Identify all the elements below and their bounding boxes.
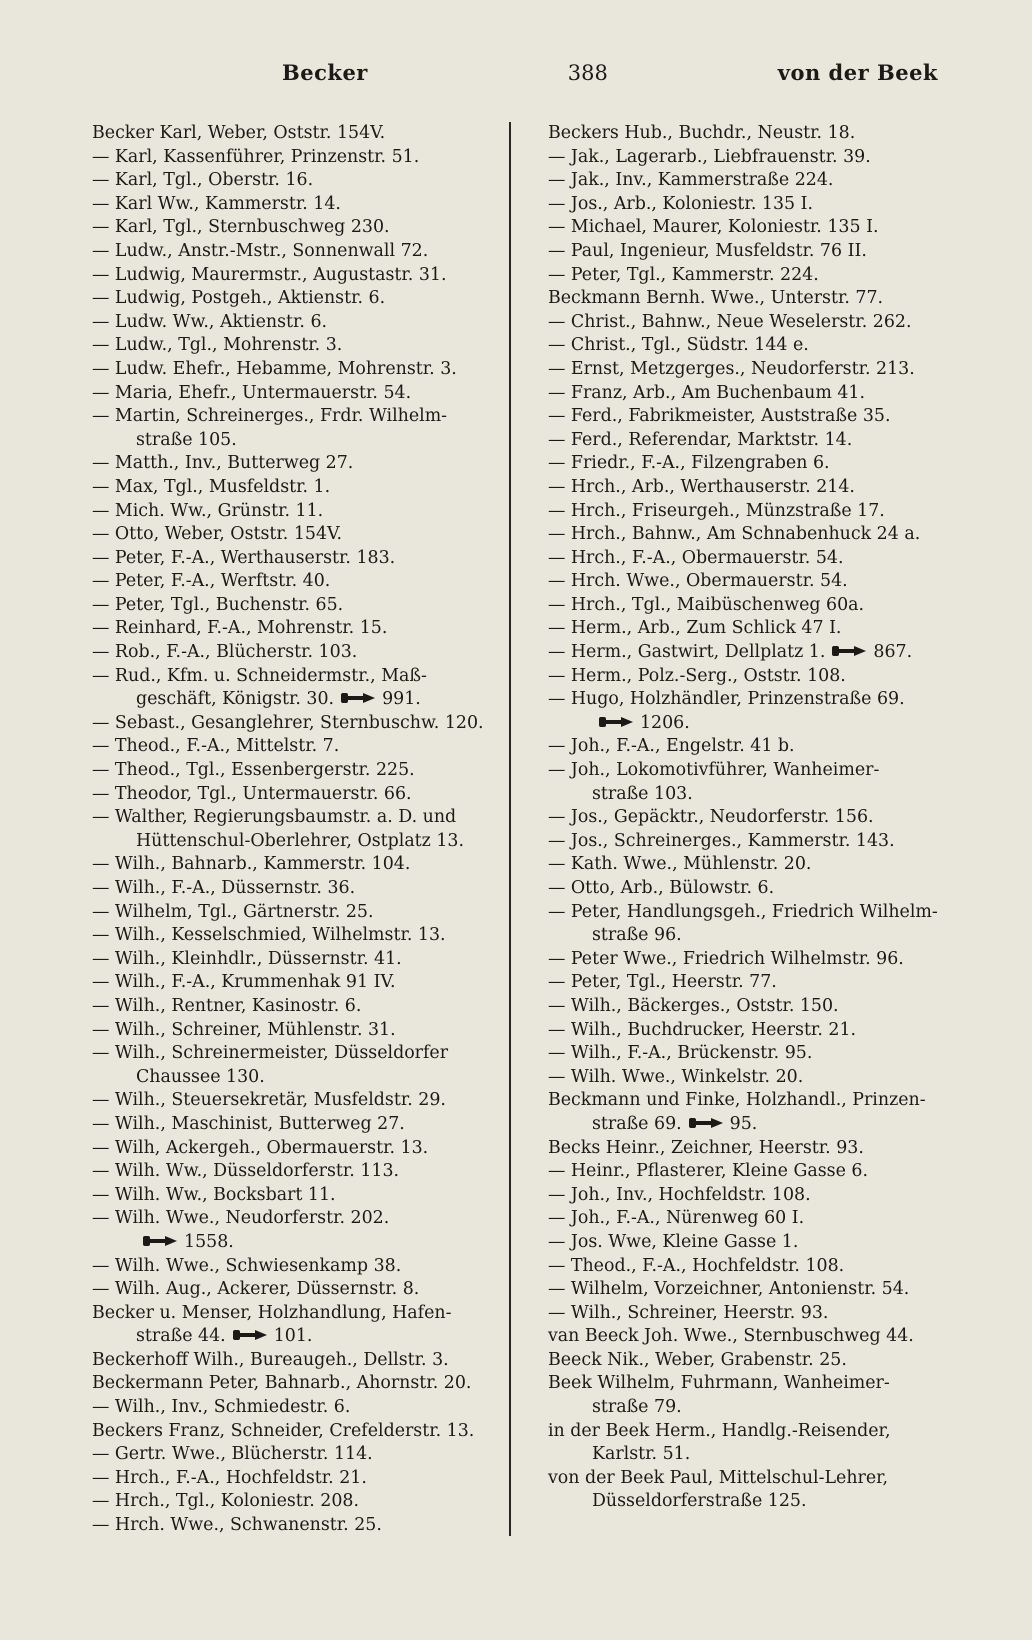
entry-text: — Karl, Tgl., Sternbuschweg 230. [92,217,390,238]
directory-entry [548,853,966,877]
directory-entry [92,1420,520,1444]
entry-text: — Ludw. Ww., Aktienstr. 6. [92,311,328,332]
directory-entry [548,688,966,735]
directory-entry [92,358,520,382]
directory-entry [92,1255,520,1279]
directory-entry [92,1372,520,1396]
directory-entry [92,877,520,901]
entry-text: — Hrch. Wwe., Obermauerstr. 54. [547,571,848,592]
directory-entry [548,1372,966,1419]
directory-entry [548,382,966,406]
entry-text: — Hrch., Tgl., Koloniestr. 208. [92,1491,359,1512]
entry-text: — Gertr. Wwe., Blücherstr. 114. [92,1444,373,1465]
directory-entry [92,1396,520,1420]
directory-entry [548,193,966,217]
entry-text: — Jos., Gepäcktr., Neudorferstr. 156. [547,807,874,828]
entry-text: — Wilh. Wwe., Neudorferstr. 202. [92,1208,390,1229]
phone-number: 95. [729,1113,758,1134]
phone-number: 991. [382,689,421,710]
directory-entry [92,617,520,641]
entry-continuation [92,1231,520,1255]
entry-text: — Joh., Lokomotivführer, Wanheimer- [547,760,880,781]
phone-number: 867. [873,642,913,663]
continuation-text: Chaussee 130. [136,1066,265,1087]
directory-entry [92,452,520,476]
directory-entry [92,1302,520,1349]
entry-text: — Wilh., Kleinhdlr., Düssernstr. 41. [92,948,402,969]
directory-entry [548,429,966,453]
directory-entry [548,240,966,264]
entry-text: — Peter, Tgl., Heerstr. 77. [547,972,777,993]
entry-text: — Wilh., Bäckerges., Oststr. 150. [547,995,839,1016]
entry-continuation [548,1113,966,1137]
entry-text: — Theodor, Tgl., Untermauerstr. 66. [92,783,412,804]
entry-text: — Karl Ww., Kammerstr. 14. [92,193,341,214]
entry-text: — Heinr., Pflasterer, Kleine Gasse 6. [547,1161,868,1182]
continuation-text: geschäft, Königstr. 30. [136,689,335,710]
telephone-receiver-icon [340,692,376,704]
directory-entry [548,617,966,641]
directory-entry [548,1420,966,1467]
directory-entry [92,1042,520,1089]
entry-text: — Jos., Arb., Koloniestr. 135 I. [547,193,813,214]
directory-entry [548,1467,966,1514]
entry-text: — Wilh. Wwe., Schwiesenkamp 38. [92,1255,402,1276]
entry-text: — Wilh., Bahnarb., Kammerstr. 104. [92,854,411,875]
page-header [92,60,966,98]
directory-entry [92,169,520,193]
directory-entry [548,216,966,240]
entry-text: Beckers Franz, Schneider, Crefelderstr. 13. [92,1420,475,1441]
directory-entry [548,1019,966,1043]
directory-entry [548,1066,966,1090]
directory-entry [92,334,520,358]
entry-text: — Hugo, Holzhändler, Prinzenstraße 69. [547,689,905,710]
entry-text: Becker u. Menser, Holzhandlung, Hafen- [92,1302,452,1323]
entry-text: — Otto, Weber, Oststr. 154V. [92,524,343,545]
continuation-text: straße 44. [136,1326,226,1347]
directory-entry [92,1137,520,1161]
directory-entry [548,759,966,806]
entry-text: von der Beek Paul, Mittelschul-Lehrer, [547,1467,889,1488]
entry-text: — Ludwig, Postgeh., Aktienstr. 6. [92,288,386,309]
entry-text: — Hrch., Tgl., Maibüschenweg 60a. [547,594,865,615]
directory-entry [92,1160,520,1184]
entry-text: — Wilh., Kesselschmied, Wilhelmstr. 13. [92,925,446,946]
directory-entry [92,311,520,335]
entry-continuation [92,688,520,712]
entry-text: — Walther, Regierungsbaumstr. a. D. und [92,807,457,828]
entry-text: Beckers Hub., Buchdr., Neustr. 18. [547,123,856,143]
directory-entry [548,1302,966,1326]
directory-entry [548,830,966,854]
continuation-text: straße 103. [591,783,693,804]
entry-text: — Michael, Maurer, Koloniestr. 135 I. [547,217,879,238]
entry-text: — Hrch., Friseurgeh., Münzstraße 17. [547,500,885,521]
entry-continuation [548,783,966,807]
entry-text: Becks Heinr., Zeichner, Heerstr. 93. [547,1137,864,1158]
directory-entry [92,853,520,877]
phone-number: 1558. [184,1231,234,1252]
directory-entry [548,1349,966,1373]
directory-entry [548,1137,966,1161]
directory-entry [548,806,966,830]
directory-entry [548,570,966,594]
directory-entry [548,287,966,311]
continuation-text: Hüttenschul-Oberlehrer, Ostplatz 13. [136,830,465,851]
directory-entry [548,1184,966,1208]
left-column [92,122,520,1538]
entry-continuation [92,830,520,854]
directory-entry [92,1349,520,1373]
directory-entry [548,1042,966,1066]
entry-continuation [548,1396,966,1420]
entry-text: in der Beek Herm., Handlg.-Reisender, [547,1420,891,1441]
directory-entry [548,1325,966,1349]
directory-entry [548,1231,966,1255]
telephone-receiver-icon [598,716,634,728]
entry-text: — Christ., Tgl., Südstr. 144 e. [547,335,809,356]
entry-text: — Wilh., Schreiner, Heerstr. 93. [547,1302,829,1323]
directory-entry [92,1184,520,1208]
entry-text: — Joh., F.-A., Engelstr. 41 b. [547,736,795,757]
directory-entry [92,405,520,452]
entry-text: — Wilh. Wwe., Winkelstr. 20. [547,1066,804,1087]
directory-entry [548,594,966,618]
directory-entry [548,735,966,759]
directory-entry [92,948,520,972]
entry-text: — Peter, Handlungsgeh., Friedrich Wilhelm- [547,901,938,922]
entry-text: — Wilh. Ww., Bocksbart 11. [92,1184,336,1205]
directory-entry [548,971,966,995]
right-column [548,122,966,1538]
directory-entry [548,405,966,429]
telephone-receiver-icon [142,1235,178,1247]
entry-text: van Beeck Joh. Wwe., Sternbuschweg 44. [547,1326,914,1347]
entry-text: — Wilhelm, Tgl., Gärtnerstr. 25. [92,901,374,922]
entry-continuation [92,1325,520,1349]
entry-text: — Wilh., Steuersekretär, Musfeldstr. 29. [92,1090,446,1111]
directory-entry [92,146,520,170]
entry-continuation [548,712,966,736]
directory-entry [548,641,966,665]
directory-entry [92,122,520,146]
telephone-receiver-icon [232,1329,268,1341]
entry-text: — Wilh., Rentner, Kasinostr. 6. [92,995,362,1016]
entry-continuation [92,429,520,453]
entry-text: — Karl, Tgl., Oberstr. 16. [92,170,314,191]
phone-number: 101. [273,1326,313,1347]
directory-entry [92,1467,520,1491]
entry-text: — Peter, Tgl., Kammerstr. 224. [547,264,819,285]
directory-entry [548,122,966,146]
entry-text: — Jos. Wwe, Kleine Gasse 1. [547,1231,799,1252]
entry-text: — Hrch. Wwe., Schwanenstr. 25. [92,1515,382,1536]
directory-entry [92,1443,520,1467]
directory-entry [92,1278,520,1302]
directory-entry [92,240,520,264]
directory-entry [548,476,966,500]
entry-text: Beeck Nik., Weber, Grabenstr. 25. [547,1349,847,1370]
directory-entry [548,146,966,170]
directory-entry [92,783,520,807]
directory-entry [92,759,520,783]
directory-entry [548,311,966,335]
entry-text: — Joh., F.-A., Nürenweg 60 I. [547,1208,805,1229]
continuation-text: straße 105. [136,429,237,450]
directory-entry [548,452,966,476]
entry-text: — Herm., Gastwirt, Dellplatz 1. [547,642,826,663]
entry-text: — Wilh., Maschinist, Butterweg 27. [92,1113,405,1134]
entry-text: — Jos., Schreinerges., Kammerstr. 143. [547,830,895,851]
directory-entry [92,1113,520,1137]
directory-entry [92,1207,520,1254]
entry-text: — Ferd., Fabrikmeister, Auststraße 35. [547,406,891,427]
continuation-text: Karlstr. 51. [591,1444,691,1465]
entry-continuation [548,1490,966,1514]
entry-text: — Peter, F.-A., Werthauserstr. 183. [92,547,396,568]
directory-entry [548,1089,966,1136]
directory-entry [548,523,966,547]
directory-entry [548,169,966,193]
entry-text: — Wilh. Ww., Düsseldorferstr. 113. [92,1161,400,1182]
entry-text: — Wilh., Buchdrucker, Heerstr. 21. [547,1019,857,1040]
page-number: 388 [567,61,608,85]
entry-text: — Herm., Arb., Zum Schlick 47 I. [547,618,842,639]
directory-entry [92,523,520,547]
entry-text: Beek Wilhelm, Fuhrmann, Wanheimer- [547,1373,890,1394]
directory-entry [92,264,520,288]
directory-entry [92,547,520,571]
directory-entry [92,735,520,759]
entry-text: — Wilh. Aug., Ackerer, Düssernstr. 8. [92,1279,420,1300]
directory-entry [548,500,966,524]
entry-text: — Max, Tgl., Musfeldstr. 1. [92,476,331,497]
directory-entry [548,1278,966,1302]
columns [92,122,966,1538]
entry-text: — Joh., Inv., Hochfeldstr. 108. [547,1184,811,1205]
directory-entry [92,971,520,995]
entry-text: — Jak., Inv., Kammerstraße 224. [547,170,834,191]
entry-text: — Wilh., F.-A., Brückenstr. 95. [547,1043,813,1064]
entry-text: — Hrch., Arb., Werthauserstr. 214. [547,476,855,497]
directory-entry [548,1255,966,1279]
entry-text: — Wilh., Schreinermeister, Düsseldorfer [92,1043,449,1064]
entry-text: Beckmann Bernh. Wwe., Unterstr. 77. [547,288,884,309]
directory-entry [92,806,520,853]
entry-text: Beckermann Peter, Bahnarb., Ahornstr. 20. [92,1373,472,1394]
directory-entry [92,712,520,736]
entry-text: — Theod., F.-A., Hochfeldstr. 108. [547,1255,845,1276]
entry-text: — Rud., Kfm. u. Schneidermstr., Maß- [92,665,427,686]
directory-entry [92,924,520,948]
directory-entry [548,877,966,901]
directory-entry [92,665,520,712]
directory-entry [92,1019,520,1043]
entry-text: Becker Karl, Weber, Oststr. 154V. [92,123,386,143]
entry-text: — Theod., F.-A., Mittelstr. 7. [92,736,340,757]
entry-text: — Wilh., F.-A., Düssernstr. 36. [92,878,356,898]
entry-text: — Mich. Ww., Grünstr. 11. [92,500,324,521]
entry-text: — Ernst, Metzgerges., Neudorferstr. 213. [547,358,915,379]
entry-text: — Jak., Lagerarb., Liebfrauenstr. 39. [547,146,871,167]
directory-entry [92,287,520,311]
continuation-text: Düsseldorferstraße 125. [591,1491,807,1512]
entry-text: — Ludwig, Maurermstr., Augustastr. 31. [92,264,447,285]
directory-entry [92,594,520,618]
directory-entry [548,665,966,689]
continuation-text: straße 69. [591,1113,682,1134]
entry-text: — Christ., Bahnw., Neue Weselerstr. 262. [547,311,912,332]
entry-text: — Herm., Polz.-Serg., Oststr. 108. [547,665,846,686]
entry-text: — Ludw. Ehefr., Hebamme, Mohrenstr. 3. [92,358,457,379]
entry-text: — Reinhard, F.-A., Mohrenstr. 15. [92,618,388,639]
header-left-word: Becker [282,60,368,85]
directory-entry [92,476,520,500]
entry-text: — Hrch., Bahnw., Am Schnabenhuck 24 a. [547,524,921,545]
entry-continuation [548,924,966,948]
directory-entry [548,547,966,571]
directory-entry [548,995,966,1019]
entry-text: — Paul, Ingenieur, Musfeldstr. 76 II. [547,240,867,261]
directory-entry [92,1089,520,1113]
directory-entry [92,995,520,1019]
entry-text: — Kath. Wwe., Mühlenstr. 20. [547,854,812,875]
entry-text: Beckmann und Finke, Holzhandl., Prinzen- [547,1090,926,1111]
phone-number: 1206. [639,712,690,733]
entry-text: — Peter, F.-A., Werftstr. 40. [92,571,331,592]
entry-text: — Peter, Tgl., Buchenstr. 65. [92,594,344,615]
continuation-text: straße 96. [591,925,682,946]
column-divider [509,122,511,1536]
directory-entry [548,901,966,948]
entry-text: — Martin, Schreinerges., Frdr. Wilhelm- [92,406,448,427]
directory-entry [548,1160,966,1184]
directory-entry [92,641,520,665]
entry-text: — Friedr., F.-A., Filzengraben 6. [547,453,830,474]
entry-text: — Matth., Inv., Butterweg 27. [92,453,354,474]
entry-text: — Ludw., Tgl., Mohrenstr. 3. [92,335,343,356]
entry-text: — Franz, Arb., Am Buchenbaum 41. [547,382,866,403]
entry-text: — Wilh., Schreiner, Mühlenstr. 31. [92,1019,396,1040]
continuation-text: straße 79. [591,1397,682,1418]
directory-entry [92,216,520,240]
entry-text: — Rob., F.-A., Blücherstr. 103. [92,642,358,663]
entry-continuation [548,1443,966,1467]
entry-text: — Karl, Kassenführer, Prinzenstr. 51. [92,146,420,167]
directory-entry [548,1207,966,1231]
directory-entry [92,500,520,524]
entry-text: — Maria, Ehefr., Untermauerstr. 54. [92,382,412,403]
entry-text: — Sebast., Gesanglehrer, Sternbuschw. 120. [92,712,484,733]
header-right-word: von der Beek [777,60,938,85]
telephone-receiver-icon [831,645,867,657]
directory-entry [92,901,520,925]
directory-entry [92,193,520,217]
directory-entry [92,1514,520,1538]
entry-continuation [92,1066,520,1090]
directory-entry [548,358,966,382]
directory-entry [548,948,966,972]
entry-text: — Wilh., F.-A., Krummenhak 91 IV. [92,972,396,993]
entry-text: — Ferd., Referendar, Marktstr. 14. [547,429,853,450]
entry-text: — Theod., Tgl., Essenbergerstr. 225. [92,760,415,781]
entry-text: — Wilh., Inv., Schmiedestr. 6. [92,1397,351,1418]
entry-text: — Ludw., Anstr.-Mstr., Sonnenwall 72. [92,240,429,261]
directory-entry [92,382,520,406]
directory-entry [92,570,520,594]
telephone-receiver-icon [688,1117,724,1129]
entry-text: — Otto, Arb., Bülowstr. 6. [547,878,775,898]
directory-entry [548,264,966,288]
entry-text: — Peter Wwe., Friedrich Wilhelmstr. 96. [547,948,904,969]
directory-entry [548,334,966,358]
entry-text: — Wilh, Ackergeh., Obermauerstr. 13. [92,1137,429,1158]
entry-text: Beckerhoff Wilh., Bureaugeh., Dellstr. 3. [92,1349,449,1370]
entry-text: — Wilhelm, Vorzeichner, Antonienstr. 54. [547,1279,910,1300]
directory-entry [92,1490,520,1514]
entry-text: — Hrch., F.-A., Obermauerstr. 54. [547,547,844,568]
entry-text: — Hrch., F.-A., Hochfeldstr. 21. [92,1467,367,1488]
